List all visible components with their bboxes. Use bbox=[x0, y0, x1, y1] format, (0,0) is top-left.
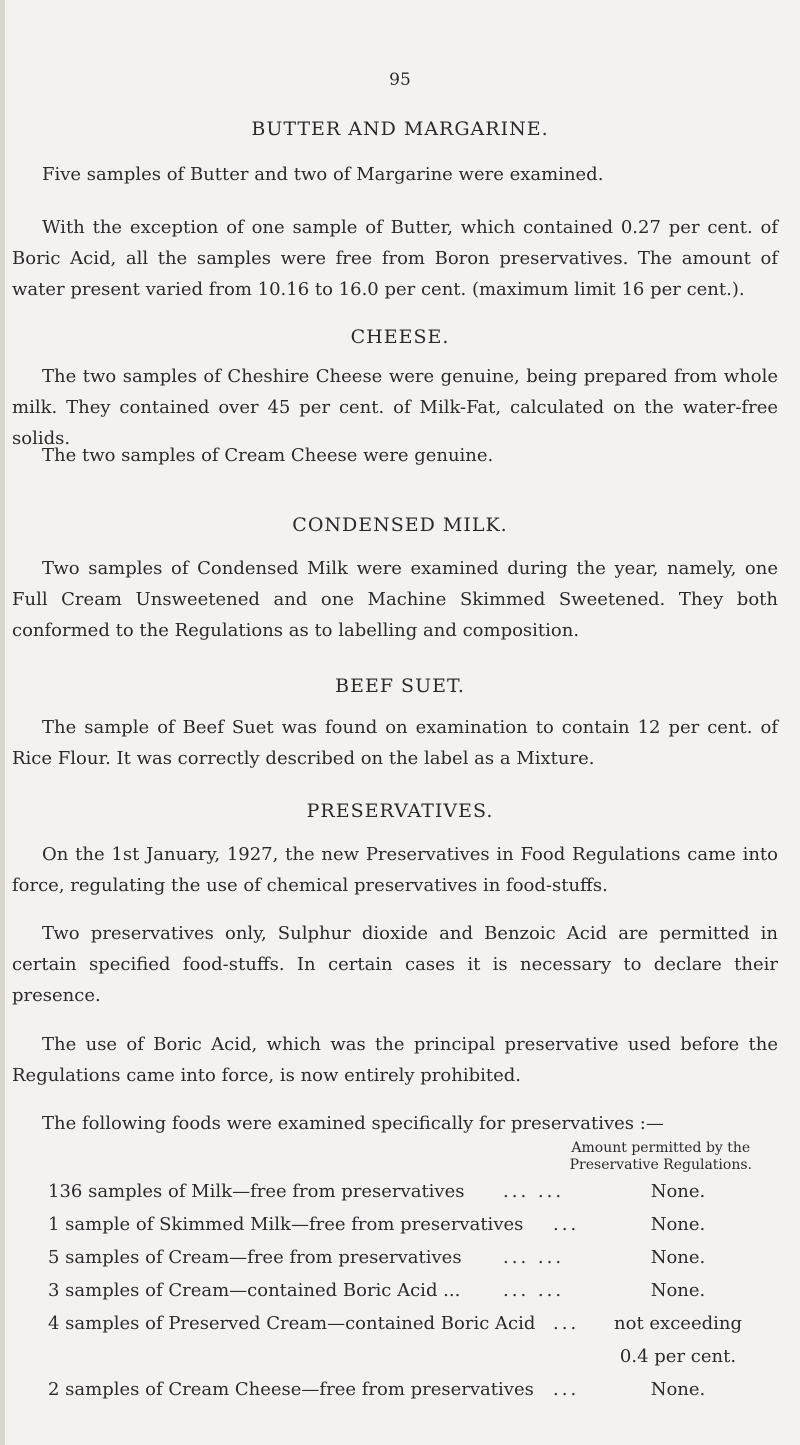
row-description: 4 samples of Preserved Cream—contained Boric Acid bbox=[48, 1313, 536, 1334]
heading-beef-suet: BEEF SUET. bbox=[335, 675, 465, 697]
heading-cheese: CHEESE. bbox=[350, 326, 450, 348]
table-header-line-2: Preservative Regulations. bbox=[569, 1157, 752, 1173]
heading-butter: BUTTER AND MARGARINE. bbox=[251, 118, 549, 140]
table-row bbox=[48, 1374, 768, 1405]
row-leader: ... ... bbox=[503, 1247, 565, 1268]
row-leader: ... bbox=[553, 1379, 580, 1400]
table-row bbox=[48, 1176, 768, 1207]
table-row bbox=[48, 1341, 768, 1372]
row-leader: ... bbox=[553, 1313, 580, 1334]
butter-paragraph-1: Five samples of Butter and two of Margarine were examined. bbox=[42, 164, 604, 185]
preservatives-paragraph-3: The use of Boric Acid, which was the principal preservative used before the Regulations came into force, is now entirely prohibited. bbox=[12, 1034, 778, 1086]
preservatives-paragraph-1: On the 1st January, 1927, the new Preservatives in Food Regulations came into force, regulating the use of chemical preservatives in food-stuffs. bbox=[12, 844, 778, 896]
suet-paragraph-1: The sample of Beef Suet was found on examination to contain 12 per cent. of Rice Flour. It was correctly described on the label as a Mixture. bbox=[12, 717, 778, 769]
table-row bbox=[48, 1308, 768, 1339]
page-edge bbox=[0, 0, 5, 1445]
row-amount: None. bbox=[650, 1181, 706, 1202]
row-description: 136 samples of Milk—free from preservatives bbox=[48, 1181, 465, 1202]
row-amount: None. bbox=[650, 1247, 706, 1268]
cheese-paragraph-2: The two samples of Cream Cheese were genuine. bbox=[42, 445, 494, 466]
row-description: 2 samples of Cream Cheese—free from preservatives bbox=[48, 1379, 534, 1400]
heading-condensed-milk: CONDENSED MILK. bbox=[292, 514, 508, 536]
table-row bbox=[48, 1242, 768, 1273]
row-amount: None. bbox=[650, 1280, 706, 1301]
table-header-line-1: Amount permitted by the bbox=[571, 1140, 751, 1156]
row-amount: 0.4 per cent. bbox=[619, 1346, 737, 1367]
table-header bbox=[570, 1140, 752, 1174]
row-amount: None. bbox=[650, 1379, 706, 1400]
preservatives-paragraph-2: Two preservatives only, Sulphur dioxide and Benzoic Acid are permitted in certain specified food-stuffs. In certain cases it is necessary to declare their presence. bbox=[12, 923, 778, 1006]
row-description: 5 samples of Cream—free from preservatives bbox=[48, 1247, 462, 1268]
row-leader: ... bbox=[553, 1214, 580, 1235]
table-row bbox=[48, 1275, 768, 1306]
page-number: 95 bbox=[389, 70, 411, 90]
preservatives-paragraph-4: The following foods were examined specifically for preservatives :— bbox=[42, 1113, 664, 1134]
row-description: 1 sample of Skimmed Milk—free from preservatives bbox=[48, 1214, 524, 1235]
row-leader: ... ... bbox=[503, 1280, 565, 1301]
butter-paragraph-2: With the exception of one sample of Butter, which contained 0.27 per cent. of Boric Acid, all the samples were free from Boron preservatives. The amount of water present varied from 10.16 to 16.0 per cent. (maximum limit 16 per cent.). bbox=[12, 217, 778, 300]
row-amount: not exceeding bbox=[614, 1313, 742, 1334]
row-amount: None. bbox=[650, 1214, 706, 1235]
cheese-paragraph-1: The two samples of Cheshire Cheese were genuine, being prepared from whole milk. They contained over 45 per cent. of Milk-Fat, calculated on the water-free solids. bbox=[12, 366, 778, 449]
condensed-paragraph-1: Two samples of Condensed Milk were examined during the year, namely, one Full Cream Unsweetened and one Machine Skimmed Sweetened. They both conformed to the Regulations as to labelling and composition. bbox=[12, 558, 778, 641]
row-description: 3 samples of Cream—contained Boric Acid ... bbox=[48, 1280, 461, 1301]
heading-preservatives: PRESERVATIVES. bbox=[306, 800, 494, 822]
row-leader: ... ... bbox=[503, 1181, 565, 1202]
table-row bbox=[48, 1209, 768, 1240]
